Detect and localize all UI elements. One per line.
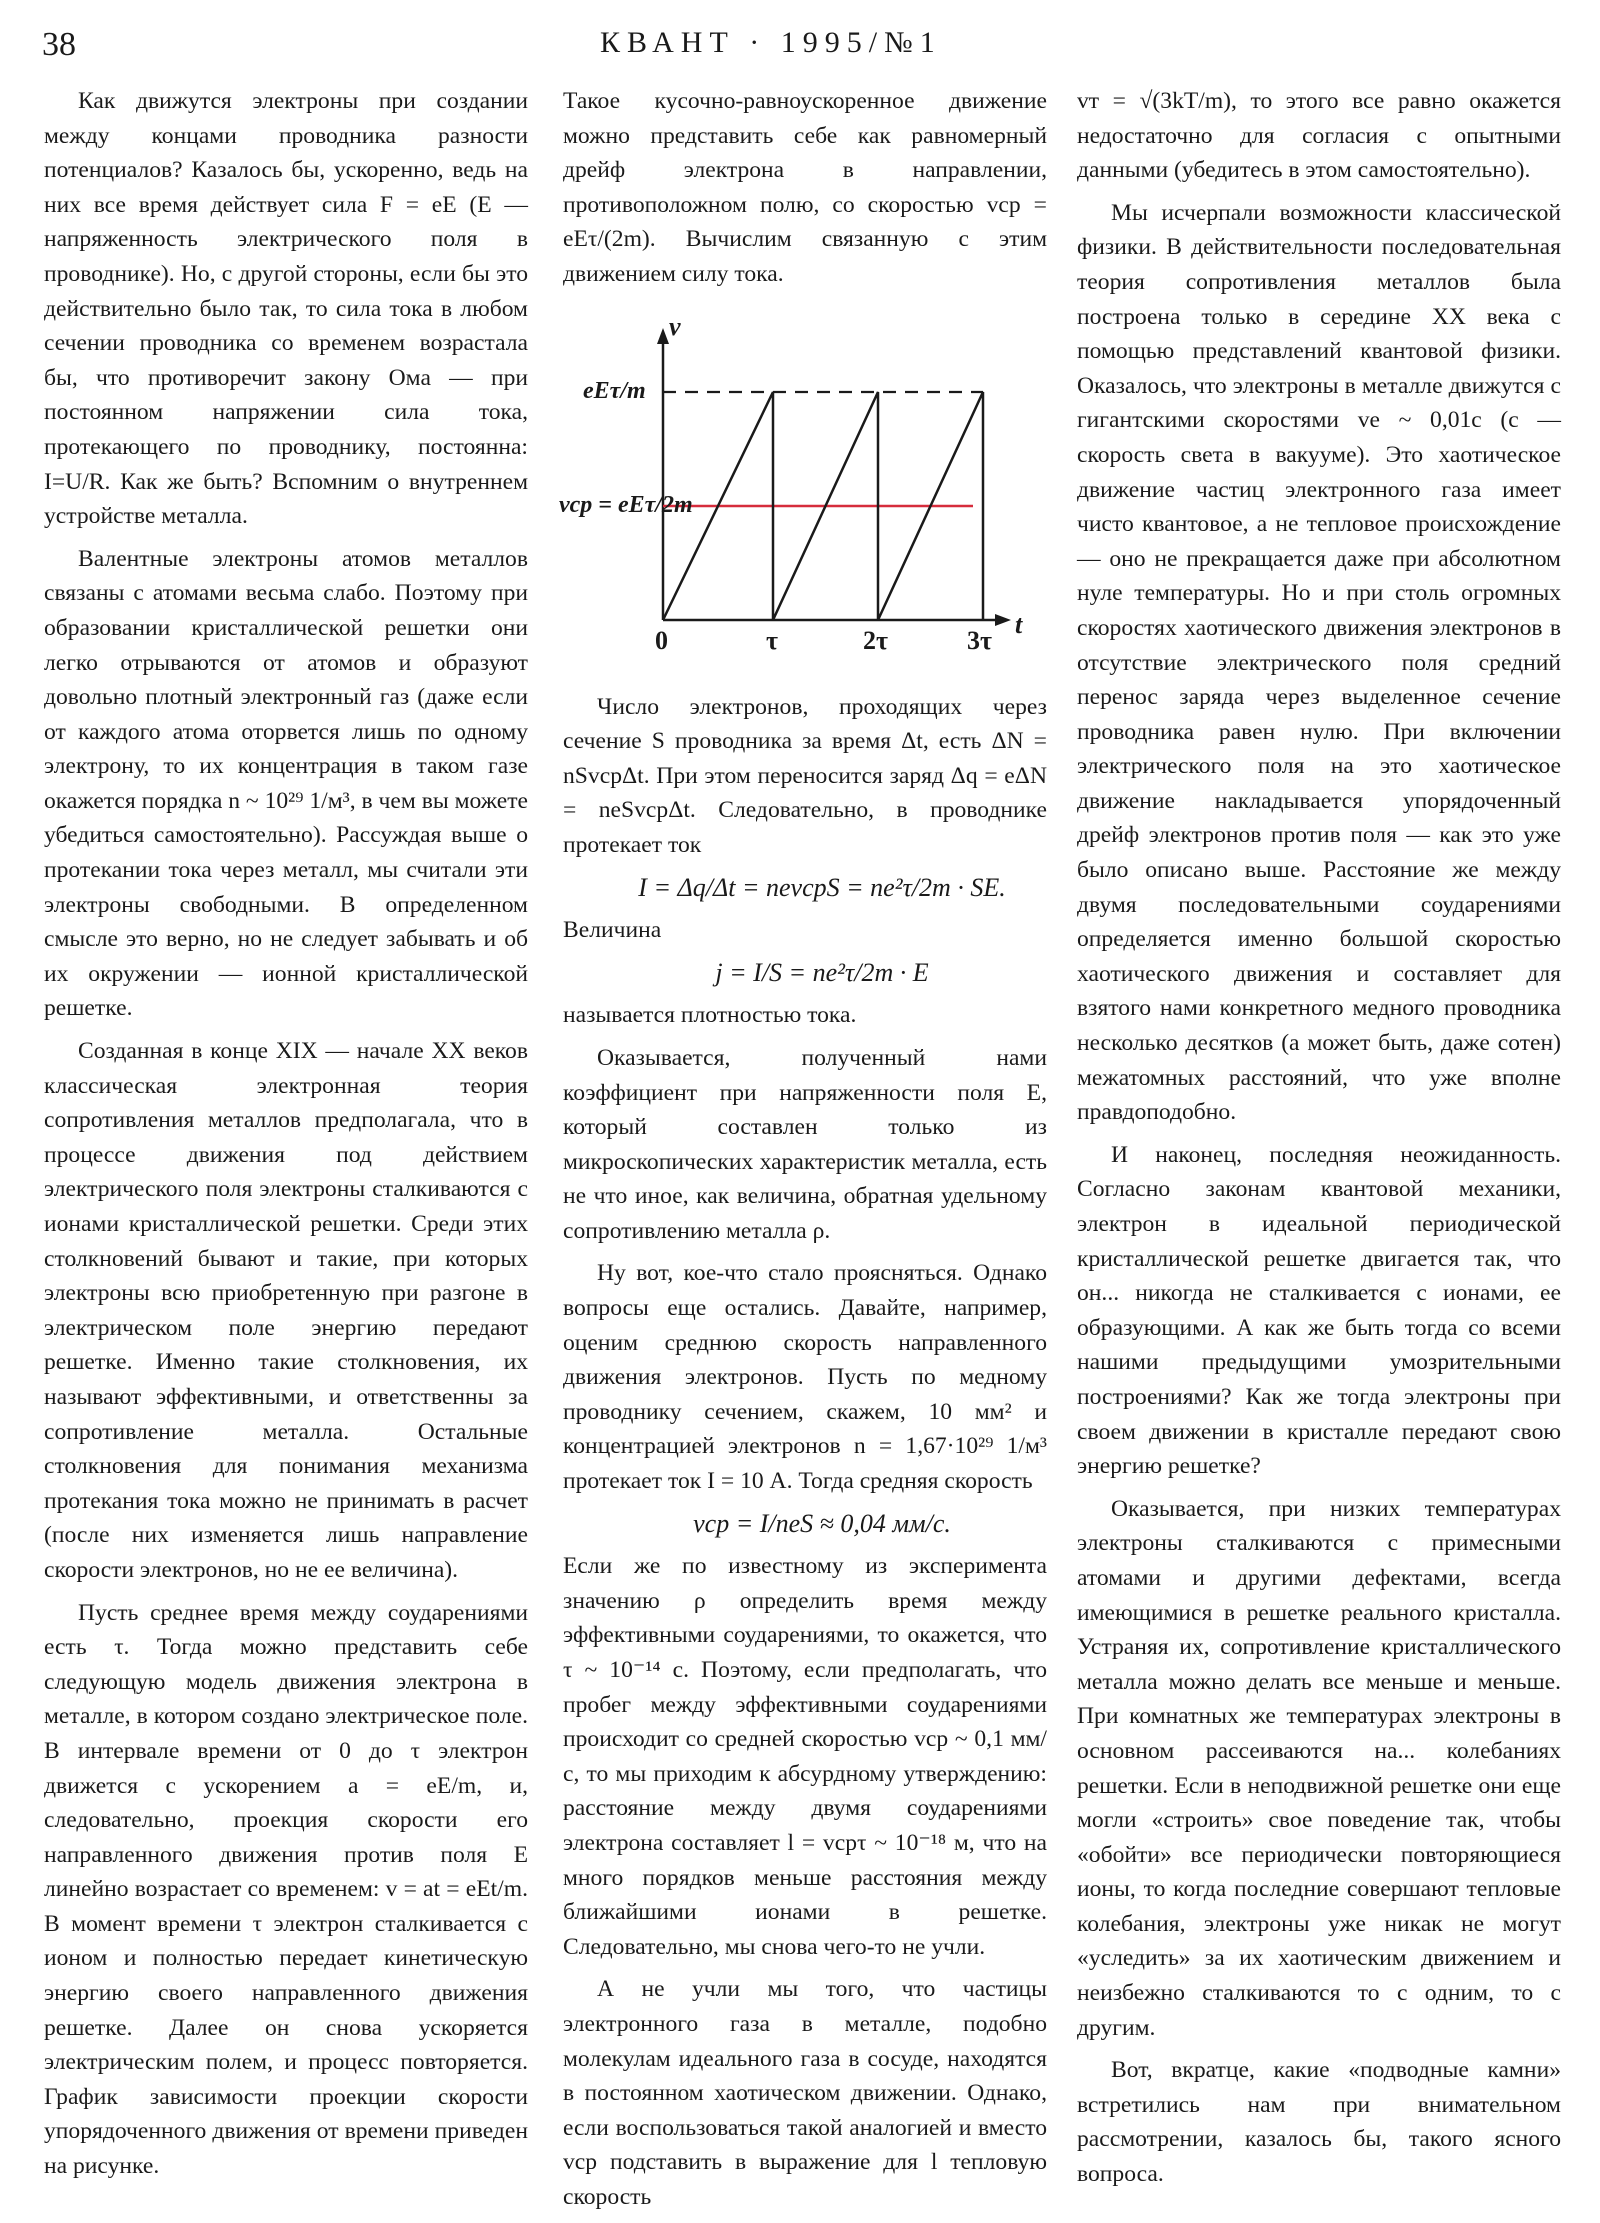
tick-tau: τ xyxy=(766,625,778,655)
paragraph: Созданная в конце XIX — начале XX веков классическая электронная теория сопротивления металлов предполагала, что в процессе движения под действием электрического поля электроны сталкиваются с ионами кристаллической решетки. Среди этих столкновений бывают и такие, при которых электроны всю приобретенную при разгоне в электрическом поле энергию передают решетке. Именно такие столкновения, их называют эффективными, и ответственны за сопротивление металла. Остальные столкновения для понимания механизма протекания тока можно не принимать в расчет (после них изменяется лишь направление скорости электронов, но не ее величина). xyxy=(44,1038,528,1583)
t-axis-arrow xyxy=(995,614,1011,626)
tick-3tau: 3τ xyxy=(967,625,992,655)
velocity-time-graph xyxy=(559,310,1047,670)
paragraph: Вот, вкратце, какие «подводные камни» встретились нам при внимательном рассмотрении, казалось бы, такого ясного вопроса. xyxy=(1077,2057,1561,2188)
v-axis-label: v xyxy=(669,311,681,341)
equation-current: I = Δq/Δt = nevсрS = ne²τ/2m · SE. xyxy=(638,872,1006,902)
paragraph: называется плотностью тока. xyxy=(563,1002,857,1029)
paragraph: Величина xyxy=(563,917,662,944)
paragraph: Пусть среднее время между соударениями есть τ. Тогда можно представить себе следующую модель движения электрона в металле, в котором создано электрическое поле. В интервале времени от 0 до τ электрон движется с ускорением a = eE/m, и, следовательно, проекция скорости его направленного движения против поля E линейно возрастает со временем: v = at = eEt/m. В момент времени τ электрон сталкивается с ионом и полностью передает кинетическую энергию своего направленного движения решетке. Далее он снова ускоряется электрическим полем, и процесс повторяется. График зависимости проекции скорости упорядоченного движения от времени приведен на рисунке. xyxy=(44,1599,528,2180)
paragraph: Если же по известному из эксперимента значению ρ определить время между эффективными соударениями, то окажется, что τ ~ 10⁻¹⁴ с. Поэтому, если предполагать, что пробег между эффективными соударениями происходит со средней скоростью vср ~ 0,1 мм/с, то мы приходим к абсурдному утверждению: расстояние между двумя соударениями электрона составляет l = vсрτ ~ 10⁻¹⁸ м, что на много порядков меньше расстояния между ближайшими ионами в решетке. Следовательно, мы снова чего-то не учли. xyxy=(563,1553,1047,1960)
paragraph: Как движутся электроны при создании между концами проводника разности потенциалов? Казалось бы, ускоренно, ведь на них все время действует сила F = eE (E — напряженность электрического поля в проводнике). Но, с другой стороны, если бы это действительно было так, то сила тока в любом сечении проводника со временем возрастала бы, что противоречит закону Ома — при постоянном напряжении сила тока, протекающего по проводнику, постоянна: I=U/R. Как же быть? Вспомним о внутреннем устройстве металла. xyxy=(44,88,528,530)
graph-svg xyxy=(563,310,1047,670)
tick-2tau: 2τ xyxy=(863,625,888,655)
paragraph: Оказывается, при низких температурах электроны сталкиваются с примесными атомами и другими дефектами, всегда имеющимися в решетке реального кристалла. Устраняя их, сопротивление кристаллического металла можно делать все меньше и меньше. При комнатных же температурах электроны в основном рассеиваются на... колебаниях решетки. Если в неподвижной решетке они еще могли «строить» свое поведение так, чтобы «обойти» все периодически повторяющиеся ионы, то когда последние совершают тепловые колебания, электроны уже никак не могут «уследить» за их хаотическим движением и неизбежно сталкиваются то с одним, то с другим. xyxy=(1077,1495,1561,2041)
equation-drift-velocity: vср = I/neS ≈ 0,04 мм/с. xyxy=(693,1508,951,1538)
paragraph: И наконец, последняя неожиданность. Согласно законам квантовой механики, электрон в идеальной периодической кристаллической решетке двигается так, что он... никогда не сталкивается с ионами, ее образующими. А как же быть тогда со всеми нашими предыдущими умозрительными построениями? Как же тогда электроны при своем движении в кристалле передают свою энергию решетке? xyxy=(1077,1141,1561,1480)
column-3 xyxy=(1077,84,1561,2200)
equation-current-density: j = I/S = ne²τ/2m · E xyxy=(715,957,929,987)
paragraph: Такое кусочно-равноускоренное движение можно представить себе как равномерный дрейф электрона в направлении, противоположном полю, со скоростью vср = eEτ/(2m). Вычислим связанную с этим движением силу тока. xyxy=(563,88,1047,287)
column-2 xyxy=(559,84,1047,2223)
paragraph: Оказывается, полученный нами коэффициент при напряженности поля E, который составлен только из микроскопических характеристик металла, есть не что иное, как величина, обратная удельному сопротивлению металла ρ. xyxy=(563,1044,1047,1244)
average-velocity-label: vср = eEτ/2m xyxy=(559,491,693,518)
t-axis-label: t xyxy=(1015,609,1023,639)
paragraph: Валентные электроны атомов металлов связаны с атомами весьма слабо. Поэтому при образовании кристаллической решетки они легко отрываются от атомов и образуют довольно плотный электронный газ (даже если от каждого атома оторвется лишь по одному электрону, то их концентрация в таком газе окажется порядка n ~ 10²⁹ 1/м³, в чем вы можете убедиться самостоятельно). Рассуждая выше о протекании тока через металл, мы считали эти электроны свободными. В определенном смысле это верно, но не следует забывать и об их окружении — ионной кристаллической решетке. xyxy=(44,545,528,1022)
paragraph: Число электронов, проходящих через сечение S проводника за время Δt, есть ΔN = nSvсрΔt. При этом переносится заряд Δq = eΔN = neSvсрΔt. Следовательно, в проводнике протекает ток xyxy=(563,693,1047,858)
paragraph: Ну вот, кое-что стало проясняться. Однако вопросы еще остались. Давайте, например, оценим среднюю скорость направленного движения электронов. Пусть по медному проводнику сечением, скажем, 10 мм² и концентрацией электронов n = 1,67·10²⁹ 1/м³ протекает ток I = 10 А. Тогда средняя скорость xyxy=(563,1260,1047,1495)
column-1 xyxy=(44,84,528,2192)
tick-0: 0 xyxy=(655,625,668,655)
paragraph: vт = √(3kT/m), то этого все равно окажется недостаточно для согласия с опытными данными (убедитесь в этом самостоятельно). xyxy=(1077,88,1561,184)
page-number: 38 xyxy=(42,26,76,63)
paragraph: А не учли мы того, что частицы электронного газа в металле, подобно молекулам идеального газа в сосуде, находятся в постоянном хаотическом движении. Однако, если воспользоваться такой аналогией и вместо vср подставить в выражение для l тепловую скорость xyxy=(563,1976,1047,2210)
paragraph: Мы исчерпали возможности классической физики. В действительности последовательная теория сопротивления металлов была построена только в середине XX века с помощью представлений квантовой физики. Оказалось, что электроны в металле движутся с гигантскими скоростями ve ~ 0,01c (c — скорость света в вакууме). Это хаотическое движение частиц электронного газа имеет чисто квантовое, а не тепловое происхождение — оно не прекращается даже при абсолютном нуле температуры. Но и при столь огромных скоростях хаотического движения электронов в отсутствие электрического поля средний перенос заряда через выделенное сечение проводника равен нулю. При включении электрического поля на это хаотическое движение накладывается упорядоченный дрейф электронов против поля — как это уже было описано выше. Расстояние же между двумя последовательными соударениями определяется именно большой скоростью хаотического движения и составляет для взятого нами конкретного медного проводника несколько десятков (а может быть, даже сотен) межатомных расстояний, что уже вполне правдоподобно. xyxy=(1077,199,1561,1126)
running-head: КВАНТ · 1995/№1 xyxy=(600,26,942,59)
max-velocity-label: eEτ/m xyxy=(583,377,646,404)
v-axis-arrow xyxy=(657,328,669,344)
